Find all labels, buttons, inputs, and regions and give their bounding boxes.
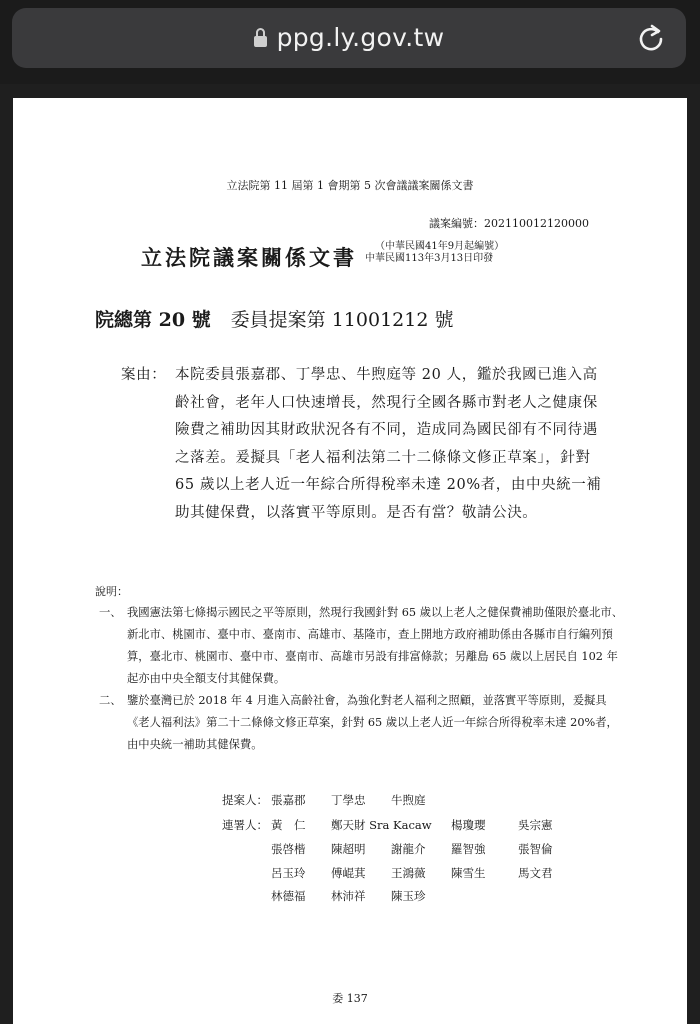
- cosigner-name: 林德福: [271, 889, 306, 903]
- cosigner-name: 黃 仁: [271, 818, 306, 832]
- cosigner-name: 楊瓊瓔: [451, 818, 486, 832]
- proposal-number: 委員提案第 11001212 號: [230, 309, 454, 331]
- cosigner-name: 林沛祥: [331, 889, 366, 903]
- cosigner-name: 呂玉玲: [271, 866, 306, 880]
- proposer-name: 牛煦庭: [391, 793, 426, 807]
- print-date: 中華民國113年3月13日印發: [365, 253, 494, 264]
- cosigner-name: 王鴻薇: [391, 866, 426, 880]
- item-number: 二、: [99, 694, 122, 707]
- address-bar[interactable]: [12, 8, 686, 68]
- browser-toolbar: [0, 0, 700, 84]
- url-display[interactable]: [12, 23, 686, 52]
- url-text: ppg.ly.gov.tw: [276, 23, 445, 52]
- cosigner-name: 陳雪生: [451, 866, 486, 880]
- cosigner-name: 羅智強: [451, 842, 486, 856]
- document-title: 立法院議案關係文書: [141, 245, 357, 270]
- document-page: [13, 98, 687, 1024]
- subject-block: [121, 362, 611, 527]
- cosigner-name: 馬文君: [518, 866, 553, 880]
- item-text: 我國憲法第七條揭示國民之平等原則，然現行我國針對 65 歲以上老人之健保費補助僅限於臺北市、新北市、桃園市、臺中市、臺南市、高雄市、基隆市，查上開地方政府補助係由各縣市自行編列預算，臺北市、桃園市、臺中市、臺南市、高雄市另設有排富條款；另離島 65 歲以上居民自 102 年起亦由中央全額支付其健保費。: [127, 606, 624, 685]
- print-dates: [365, 241, 504, 265]
- proposer-label: 提案人：: [222, 793, 268, 807]
- explanation-list: [99, 602, 629, 756]
- subject-label: 案由：: [121, 367, 167, 383]
- proposer-name: 丁學忠: [331, 793, 366, 807]
- general-number: 院總第 20 號: [95, 309, 211, 331]
- reload-icon[interactable]: [636, 23, 666, 53]
- subject-text: 本院委員張嘉郡、丁學忠、牛煦庭等 20 人，鑑於我國已進入高齡社會，老年人口快速增長，然現行全國各縣市對老人之健康保險費之補助因其財政狀況各有不同，造成同為國民卻有不同待遇之落差。爰擬具「老人福利法第二十二條條文修正草案」，針對 65 歲以上老人近一年綜合所得稅率未達 20%者，由中央統一補助其健保費，以落實平等原則。是否有當？敬請公決。: [175, 367, 602, 521]
- bill-number: 議案編號：202110012120000: [429, 217, 589, 230]
- page-number: 委 137: [332, 992, 368, 1005]
- explanation-label: 說明：: [95, 585, 128, 598]
- item-text: 鑒於臺灣已於 2018 年 4 月進入高齡社會，為強化對老人福利之照顧，並落實平等原則，爰擬具《老人福利法》第二十二條條文修正草案，針對 65 歲以上老人近一年綜合所得稅率未達 20%者，由中央統一補助其健保費。: [127, 694, 618, 751]
- lock-icon: [254, 36, 267, 47]
- session-line: 立法院第 11 屆第 1 會期第 5 次會議議案關係文書: [226, 179, 474, 192]
- cosigner-name: 陳玉珍: [391, 889, 426, 903]
- bill-header: [95, 305, 453, 332]
- proposer-name: 張嘉郡: [271, 793, 306, 807]
- cosigner-name: 謝龍介: [391, 842, 426, 856]
- numbering-note: （中華民國41年9月起編號）: [375, 241, 505, 252]
- explanation-item: [99, 690, 629, 756]
- cosigner-name: 張啓楷: [271, 842, 306, 856]
- explanation-item: [99, 602, 629, 690]
- cosigner-name: 吳宗憲: [518, 818, 553, 832]
- cosigner-name: 陳超明: [331, 842, 366, 856]
- cosigner-name: 傅崐萁: [331, 866, 366, 880]
- cosigner-label: 連署人：: [222, 818, 268, 832]
- cosigner-name: 鄭天財 Sra Kacaw: [331, 818, 432, 832]
- cosigner-name: 張智倫: [518, 842, 553, 856]
- item-number: 一、: [99, 606, 122, 619]
